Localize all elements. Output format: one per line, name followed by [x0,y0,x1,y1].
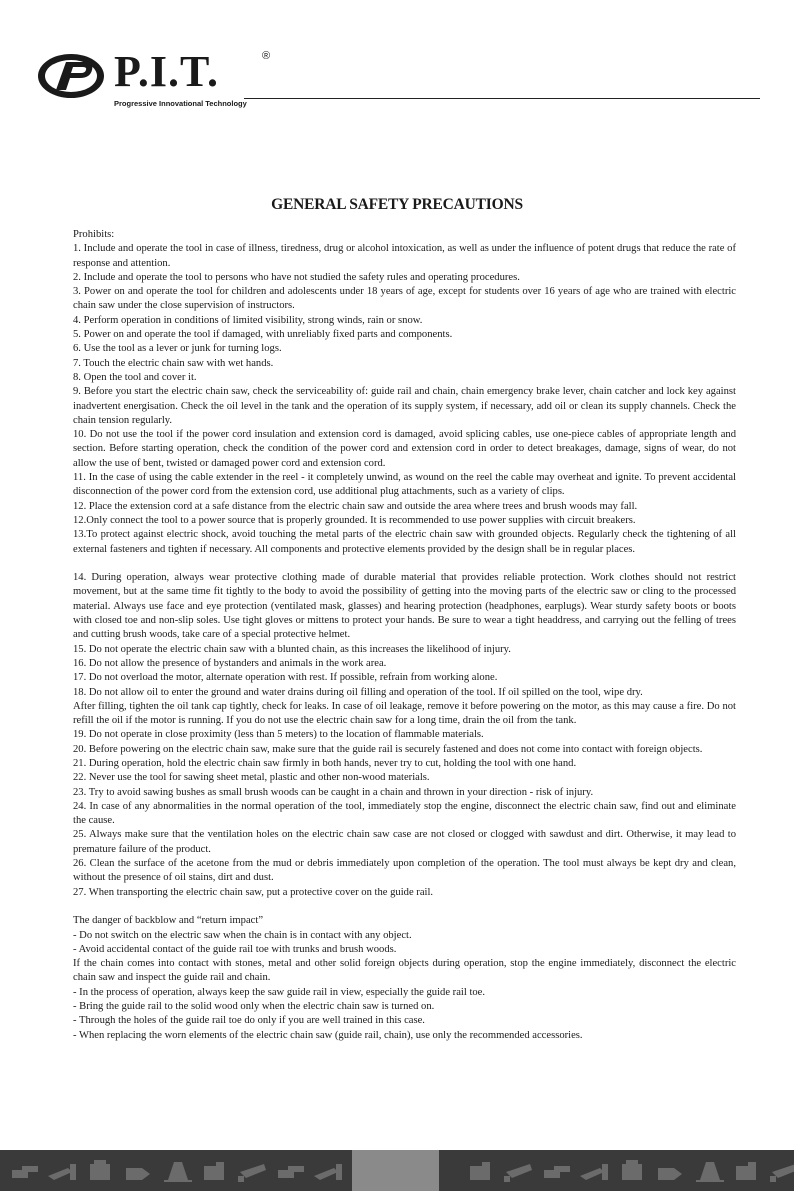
tool-silhouette-icon [544,1166,570,1178]
prohibits-item: 13.To protect against electric shock, avoid touching the metal parts of the electric chain saw with grounded objects. Regularly check the tightening of all external fasteners and tighten if necessary. All components and protective elements provided by the design shall be in regular places. [73,529,736,555]
prohibits-item: 6. Use the tool as a lever or junk for turning logs. [73,343,282,355]
tool-silhouette-icon [204,1162,224,1180]
operation-item: 27. When transporting the electric chain saw, put a protective cover on the guide rail. [73,886,434,898]
prohibits-item: 2. Include and operate the tool to persons who have not studied the safety rules and operating procedures. [73,271,520,283]
operation-item: 19. Do not operate in close proximity (less than 5 meters) to the location of flammable materials. [73,729,484,741]
tool-silhouette-icon [12,1166,38,1178]
page-number-box [352,1150,439,1191]
prohibits-item: 4. Perform operation in conditions of limited visibility, strong winds, rain or snow. [73,314,423,326]
spacer [73,900,736,914]
document-body [73,228,736,1043]
prohibits-item: 7. Touch the electric chain saw with wet hands. [73,357,274,369]
prohibits-item: 9. Before you start the electric chain saw, check the serviceability of: guide rail and chain, chain emergency brake lever, chain catcher and lock key against inadvertent energisation. Check the oil level in the tank and the operation of its supply system, if necessary, add oil or clean its supply channels. Check the chain tension regularly. [73,386,736,426]
brand-name: P.I.T. [114,47,220,96]
operation-item: 16. Do not allow the presence of bystanders and animals in the work area. [73,657,387,669]
backblow-item: - Bring the guide rail to the solid wood only when the electric chain saw is turned on. [73,1001,435,1013]
tool-silhouette-icon [48,1164,76,1180]
operation-item: 26. Clean the surface of the acetone from the mud or debris immediately upon completion of the operation. The tool must always be kept dry and clean, without the presence of oil stains, dirt and dust. [73,858,736,884]
tool-silhouette-icon [504,1164,532,1182]
tool-silhouette-icon [314,1164,342,1180]
operation-item: After filling, tighten the oil tank cap tightly, check for leaks. In case of oil leakage, remove it before powering on the motor, as this may cause a fire. Do not refill the oil if the motor is running. If you do not use the electric chain saw for a long time, drain the oil from the tank. [73,700,736,727]
backblow-item: If the chain comes into contact with stones, metal and other solid foreign objects during operation, stop the engine immediately, disconnect the electric chain saw and inspect the guide rail and chain. [73,958,736,984]
tool-silhouette-icon [164,1162,192,1182]
tool-silhouette-icon [770,1164,794,1182]
backblow-heading: The danger of backblow and “return impact” [73,915,264,927]
prohibits-item: 12.Only connect the tool to a power source that is properly grounded. It is recommended to use power supplies with circuit breakers. [73,514,636,526]
tool-silhouette-icon [580,1164,608,1180]
operation-list [73,571,736,900]
tool-silhouette-icon [470,1162,490,1180]
operation-item: 15. Do not operate the electric chain saw with a blunted chain, as this increases the likelihood of injury. [73,643,511,655]
backblow-item: - Through the holes of the guide rail toe do only if you are well trained in this case. [73,1015,425,1027]
backblow-item: - Do not switch on the electric saw when the chain is in contact with any object. [73,929,412,941]
tool-silhouette-icon [90,1160,110,1180]
operation-item: 25. Always make sure that the ventilation holes on the electric chain saw case are not closed or clogged with sawdust and dirt. Otherwise, it may lead to premature failure of the product. [73,829,736,855]
prohibits-heading: Prohibits: [73,229,115,240]
tool-silhouette-icon [736,1162,756,1180]
prohibits-list [73,242,736,557]
spacer [73,557,736,571]
operation-item: 17. Do not overload the motor, alternate operation with rest. If possible, refrain from working alone. [73,672,498,684]
tool-silhouette-icon [278,1166,304,1178]
page-title: GENERAL SAFETY PRECAUTIONS [271,196,523,213]
backblow-item: - In the process of operation, always keep the saw guide rail in view, especially the guide rail toe. [73,986,486,998]
operation-item: 21. During operation, hold the electric chain saw firmly in both hands, never try to cut, holding the tool with one hand. [73,757,577,769]
prohibits-item: 10. Do not use the tool if the power cord insulation and extension cord is damaged, avoid splicing cables, use one-piece cables of appropriate length and section. Before starting operation, check the condition of the power cord and extension cord in order to detect breakages, damage, signs of wear, do not allow the use of bent, twisted or damaged power cord and extension cord. [73,429,736,469]
operation-item: 14. During operation, always wear protective clothing made of durable material that provides reliable protection. Work clothes should not restrict movement, but at the same time fit tightly to the body to avoid the possibility of getting into the moving parts of the electric saw or cling to the processed material. Always use face and eye protection (ventilated mask, glasses) and hearing protection (headphones, earplugs). Wear sturdy safety boots or boots with closed toe and non-slip soles. Use tight gloves or mittens to protect your hands. Be sure to wear a tight headdress, and carrying out the felling of trees and cutting brush woods, take care of a special protective helmet. [73,572,736,641]
prohibits-item: 5. Power on and operate the tool if damaged, with unreliably fixed parts and components. [73,329,453,341]
operation-item: 23. Try to avoid sawing bushes as small brush woods can be caught in a chain and thrown in your direction - risk of injury. [73,786,594,798]
tool-silhouette-icon [696,1162,724,1182]
header-divider [244,98,760,99]
prohibits-item: 11. In the case of using the cable extender in the reel - it completely unwind, as wound on the reel the cable may overheat and ignite. To prevent accidental disconnection of the power cord from the extension cord, use additional plug attachments, such as a variety of clips. [73,472,736,498]
operation-item: 18. Do not allow oil to enter the ground and water drains during oil filling and operation of the tool. If oil spilled on the tool, wipe dry. [73,686,643,698]
prohibits-item: 3. Power on and operate the tool for children and adolescents under 18 years of age, except for students over 16 years of age who are trained with electric chain saw under the close supervision of instructors. [73,286,736,312]
backblow-item: - Avoid accidental contact of the guide rail toe with trunks and brush woods. [73,943,397,955]
registered-mark: ® [262,50,271,62]
prohibits-item: 12. Place the extension cord at a safe distance from the electric chain saw and outside the area where trees and brush woods may fall. [73,500,638,512]
page-header [36,47,760,112]
tool-silhouette-icon [238,1164,266,1182]
operation-item: 20. Before powering on the electric chain saw, make sure that the guide rail is securely fastened and does not come into contact with foreign objects. [73,743,703,755]
operation-item: 22. Never use the tool for sawing sheet metal, plastic and other non-wood materials. [73,772,430,784]
brand-tagline: Progressive Innovational Technology [114,99,247,108]
prohibits-item: 1. Include and operate the tool in case of illness, tiredness, drug or alcohol intoxication, as well as under the influence of potent drugs that reduce the rate of response and attention. [73,243,736,269]
pit-logo-icon [36,52,106,100]
prohibits-item: 8. Open the tool and cover it. [73,371,197,383]
tool-silhouette-icon [126,1168,150,1180]
backblow-item: - When replacing the worn elements of the electric chain saw (guide rail, chain), use only the recommended accessories. [73,1029,583,1041]
backblow-list [73,929,736,1043]
tool-silhouette-icon [658,1168,682,1180]
tool-silhouette-icon [622,1160,642,1180]
operation-item: 24. In case of any abnormalities in the normal operation of the tool, immediately stop the engine, disconnect the electric chain saw, find out and eliminate the cause. [73,800,736,827]
